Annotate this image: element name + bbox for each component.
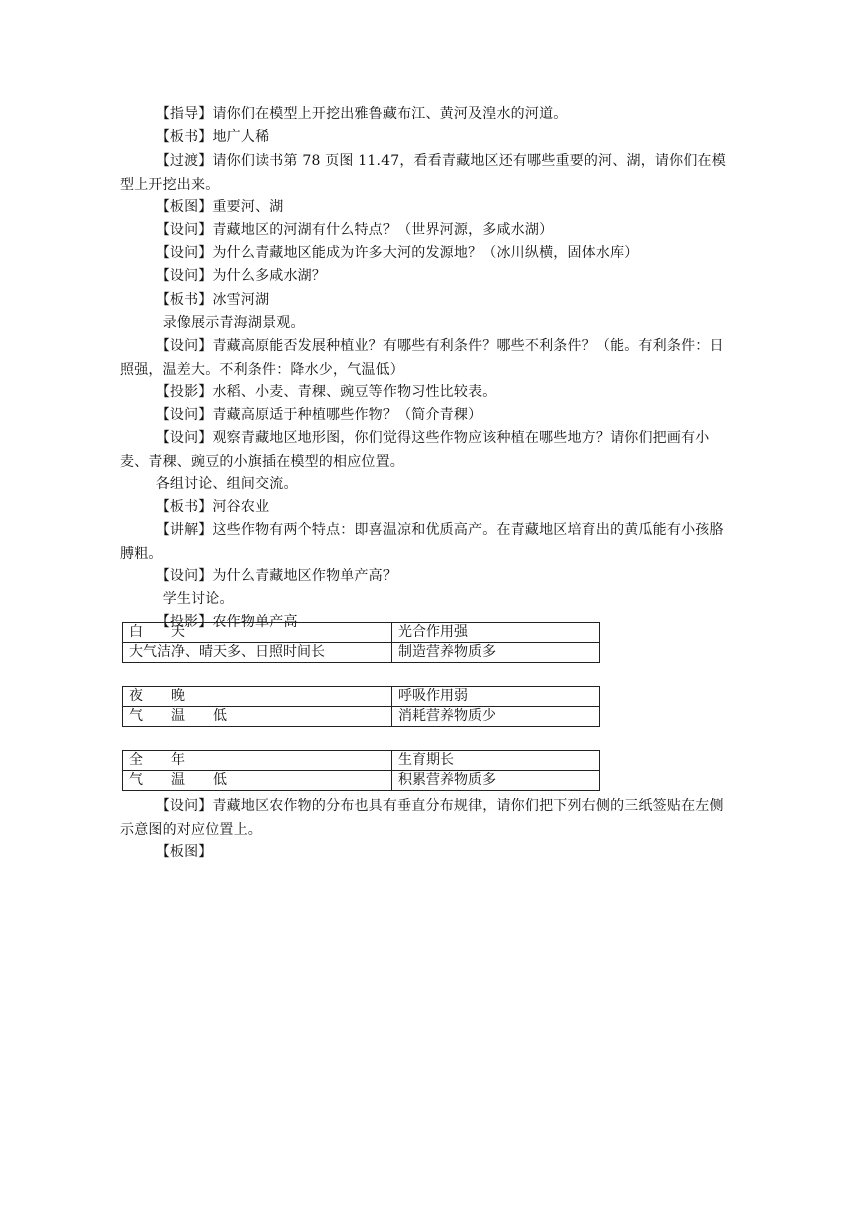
paragraph-question-salt-lakes: 【设问】为什么多咸水湖？ [155, 268, 327, 284]
table-row [123, 771, 600, 791]
paragraph-question-suitable-crops: 【设问】青藏高原适于种植哪些作物？（简介青稞） [155, 407, 483, 423]
paragraph-board-rivers-lakes: 【板图】重要河、湖 [155, 199, 284, 215]
table-row [123, 623, 600, 643]
table-cell: 积累营养物质多 [392, 771, 600, 791]
table-row [123, 687, 600, 707]
table-row [123, 751, 600, 771]
yield-table-night [122, 686, 600, 727]
table-cell: 气 温 低 [123, 707, 392, 727]
paragraph-projection-crops-table: 【投影】水稻、小麦、青稞、豌豆等作物习性比较表。 [155, 384, 497, 400]
paragraph-question-river-sources: 【设问】为什么青藏地区能成为许多大河的发源地？（冰川纵横，固体水库） [155, 245, 639, 261]
paragraph-question-vertical-distribution: 【设问】青藏地区农作物的分布也具有垂直分布规律，请你们把下列右侧的三纸签贴在左侧示意图的对应位置上。 [120, 798, 724, 838]
table-row [123, 707, 600, 727]
table-cell: 大气洁净、晴天多、日照时间长 [123, 643, 392, 663]
paragraph-question-river-features: 【设问】青藏地区的河湖有什么特点？（世界河源，多咸水湖） [155, 222, 554, 238]
paragraph-question-planting: 【设问】青藏高原能否发展种植业？有哪些有利条件？哪些不利条件？（能。有利条件：日照强，温差大。不利条件：降水少，气温低） [120, 338, 724, 378]
yield-table-year [122, 750, 600, 791]
paragraph-explanation-crop-features: 【讲解】这些作物有两个特点：即喜温凉和优质高产。在青藏地区培育出的黄瓜能有小孩胳膊粗。 [120, 522, 724, 562]
table-cell: 光合作用强 [392, 623, 600, 643]
yield-table-daytime [122, 622, 600, 663]
table-cell: 全 年 [123, 751, 392, 771]
paragraph-board-diagram: 【板图】 [155, 844, 213, 860]
table-cell: 消耗营养物质少 [392, 707, 600, 727]
paragraph-question-planting-locations: 【设问】观察青藏地区地形图，你们觉得这些作物应该种植在哪些地方？请你们把画有小麦、青稞、豌豆的小旗插在模型的相应位置。 [120, 430, 710, 470]
table-cell: 白 天 [123, 623, 392, 643]
paragraph-board-ice-rivers: 【板书】冰雪河湖 [155, 292, 270, 308]
table-row [123, 643, 600, 663]
table-cell: 制造营养物质多 [392, 643, 600, 663]
paragraph-guide-rivers: 【指导】请你们在模型上开挖出雅鲁藏布江、黄河及湟水的河道。 [155, 106, 568, 122]
paragraph-question-high-yield: 【设问】为什么青藏地区作物单产高？ [155, 568, 398, 584]
paragraph-group-discussion: 各组讨论、组间交流。 [155, 476, 298, 492]
paragraph-video-qinghai-lake: 录像展示青海湖景观。 [162, 315, 305, 331]
paragraph-board-valley-agriculture: 【板书】河谷农业 [155, 499, 270, 515]
table-cell: 夜 晚 [123, 687, 392, 707]
paragraph-board-sparse-population: 【板书】地广人稀 [155, 129, 270, 145]
paragraph-student-discussion: 学生讨论。 [162, 591, 234, 607]
table-cell: 生育期长 [392, 751, 600, 771]
table-cell: 气 温 低 [123, 771, 392, 791]
paragraph-projection-high-yield: 【投影】农作物单产高 [155, 614, 298, 630]
paragraph-transition-rivers-lakes: 【过渡】请你们读书第 78 页图 11.47，看看青藏地区还有哪些重要的河、湖，请你们在模型上开挖出来。 [120, 153, 726, 193]
table-cell: 呼吸作用弱 [392, 687, 600, 707]
